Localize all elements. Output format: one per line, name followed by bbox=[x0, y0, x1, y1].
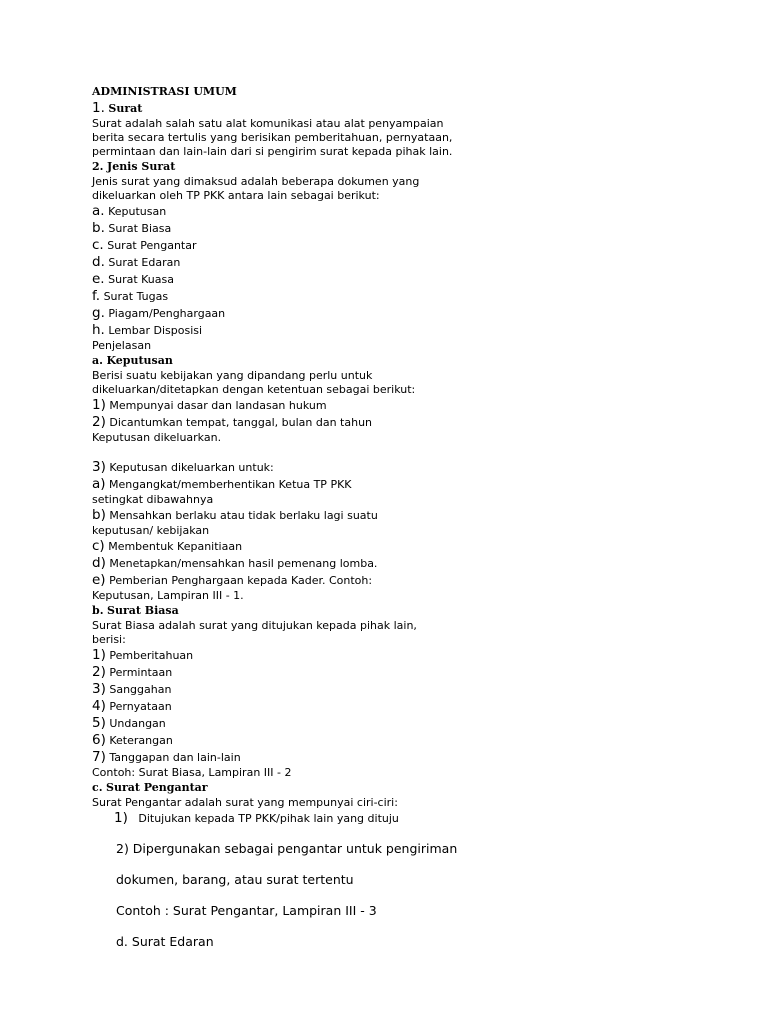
list-item bbox=[92, 397, 752, 414]
list-text: Permintaan bbox=[109, 666, 173, 679]
list-text: Menetapkan/mensahkan hasil pemenang lomba. bbox=[109, 557, 378, 570]
list-text: Keputusan dikeluarkan untuk: bbox=[109, 461, 274, 474]
section-title: Keputusan bbox=[106, 354, 173, 367]
paragraph-line: berisi: bbox=[92, 633, 126, 646]
list-item bbox=[92, 664, 752, 681]
list-marker: a. bbox=[92, 203, 105, 219]
document-page bbox=[92, 84, 752, 950]
list-item bbox=[92, 203, 752, 220]
list-text: Surat Edaran bbox=[108, 256, 181, 269]
list-marker: b) bbox=[92, 507, 106, 523]
list-item bbox=[92, 715, 752, 732]
list-marker: g. bbox=[92, 305, 105, 321]
list-marker: b. bbox=[92, 220, 105, 236]
list-marker: e. bbox=[92, 271, 105, 287]
list-marker: 3) bbox=[92, 681, 106, 697]
list-marker: d) bbox=[92, 555, 106, 571]
list-marker: 1) bbox=[92, 397, 106, 413]
list-item bbox=[92, 220, 752, 237]
list-text: Dicantumkan tempat, tanggal, bulan dan tahun bbox=[109, 416, 373, 429]
list-marker: h. bbox=[92, 322, 105, 338]
list-marker: 6) bbox=[92, 732, 106, 748]
list-text: Sanggahan bbox=[109, 683, 172, 696]
list-marker: d. bbox=[92, 254, 105, 270]
list-text: Mempunyai dasar dan landasan hukum bbox=[109, 399, 327, 412]
paragraph-line: Jenis surat yang dimaksud adalah beberapa dokumen yang bbox=[92, 175, 420, 188]
sub-list-item bbox=[92, 555, 752, 572]
list-marker: 1) bbox=[92, 647, 106, 663]
list-text: Membentuk Kepanitiaan bbox=[108, 540, 243, 553]
section-heading-jenis-surat bbox=[92, 159, 752, 175]
list-text: Pemberian Penghargaan kepada Kader. Contoh: bbox=[109, 574, 373, 587]
list-marker: 5) bbox=[92, 715, 106, 731]
section-heading-keputusan bbox=[92, 353, 752, 369]
list-marker: a) bbox=[92, 476, 106, 492]
paragraph-line: dikeluarkan/ditetapkan dengan ketentuan sebagai berikut: bbox=[92, 383, 416, 396]
list-marker: f. bbox=[92, 288, 101, 304]
section-number: 1. bbox=[92, 100, 105, 116]
list-item bbox=[92, 305, 752, 322]
list-text: Surat Tugas bbox=[103, 290, 169, 303]
list-item bbox=[92, 732, 752, 749]
list-item bbox=[92, 288, 752, 305]
list-text: Pemberitahuan bbox=[109, 649, 194, 662]
paragraph-line: berita secara tertulis yang berisikan pemberitahuan, pernyataan, bbox=[92, 131, 453, 144]
section-title: Surat bbox=[108, 102, 143, 115]
section-letter: c. bbox=[92, 781, 103, 794]
contoh-line-large: Contoh : Surat Pengantar, Lampiran III - 3 bbox=[116, 903, 377, 918]
list-text: Pernyataan bbox=[109, 700, 172, 713]
list-marker: 2) bbox=[92, 414, 106, 430]
paragraph-line: dikeluarkan oleh TP PKK antara lain sebagai berikut: bbox=[92, 189, 380, 202]
list-item bbox=[92, 237, 752, 254]
list-item bbox=[92, 698, 752, 715]
list-marker: 4) bbox=[92, 698, 106, 714]
section-heading-surat-pengantar bbox=[92, 780, 752, 796]
list-item bbox=[92, 681, 752, 698]
paragraph-line: Surat Pengantar adalah surat yang mempunyai ciri-ciri: bbox=[92, 796, 398, 809]
paragraph-line: permintaan dan lain-lain dari si pengirim surat kepada pihak lain. bbox=[92, 145, 453, 158]
list-text: Mensahkan berlaku atau tidak berlaku lagi suatu bbox=[109, 509, 378, 522]
list-text: Surat Kuasa bbox=[108, 273, 174, 286]
list-marker: 7) bbox=[92, 749, 106, 765]
section-letter: b. bbox=[92, 604, 104, 617]
list-item bbox=[92, 749, 752, 766]
list-item bbox=[92, 459, 752, 476]
section-title: Surat Biasa bbox=[107, 604, 179, 617]
section-title: Jenis Surat bbox=[106, 160, 176, 173]
list-text: Ditujukan kepada TP PKK/pihak lain yang dituju bbox=[138, 812, 399, 825]
sub-list-continuation: keputusan/ kebijakan bbox=[92, 524, 210, 537]
contoh-line: Contoh: Surat Biasa, Lampiran III - 2 bbox=[92, 766, 292, 779]
list-marker: e) bbox=[92, 572, 106, 588]
list-item-continuation-large: dokumen, barang, atau surat tertentu bbox=[116, 872, 354, 887]
penjelasan-label: Penjelasan bbox=[92, 339, 152, 352]
section-letter: a. bbox=[92, 354, 103, 367]
list-item bbox=[92, 254, 752, 271]
list-text: Lembar Disposisi bbox=[108, 324, 203, 337]
section-heading-surat bbox=[92, 100, 752, 117]
list-marker: c. bbox=[92, 237, 104, 253]
sub-list-continuation: setingkat dibawahnya bbox=[92, 493, 214, 506]
list-item bbox=[92, 810, 752, 827]
list-marker: 2) bbox=[92, 664, 106, 680]
list-text: Surat Pengantar bbox=[107, 239, 197, 252]
list-text: Keterangan bbox=[109, 734, 173, 747]
list-item bbox=[92, 647, 752, 664]
section-number: 2. bbox=[92, 160, 104, 173]
paragraph-line: Berisi suatu kebijakan yang dipandang perlu untuk bbox=[92, 369, 373, 382]
list-item-continuation: Keputusan dikeluarkan. bbox=[92, 431, 222, 444]
list-item bbox=[92, 271, 752, 288]
sub-list-item bbox=[92, 507, 752, 524]
list-text: Piagam/Penghargaan bbox=[108, 307, 226, 320]
section-title: Surat Pengantar bbox=[106, 781, 208, 794]
list-text: Mengangkat/memberhentikan Ketua TP PKK bbox=[109, 478, 352, 491]
list-text: Undangan bbox=[109, 717, 166, 730]
list-item bbox=[92, 414, 752, 431]
section-heading-surat-biasa bbox=[92, 603, 752, 619]
sub-list-item bbox=[92, 572, 752, 589]
list-marker: c) bbox=[92, 538, 105, 554]
list-marker: 3) bbox=[92, 459, 106, 475]
list-item-large: 2) Dipergunakan sebagai pengantar untuk pengiriman bbox=[116, 841, 458, 856]
list-item bbox=[92, 322, 752, 339]
list-text: Surat Biasa bbox=[108, 222, 172, 235]
sub-list-continuation: Keputusan, Lampiran III - 1. bbox=[92, 589, 244, 602]
list-text: Tanggapan dan lain-lain bbox=[109, 751, 241, 764]
section-heading-surat-edaran: d. Surat Edaran bbox=[116, 934, 214, 949]
list-text: Keputusan bbox=[108, 205, 167, 218]
paragraph-line: Surat adalah salah satu alat komunikasi atau alat penyampaian bbox=[92, 117, 444, 130]
document-title: ADMINISTRASI UMUM bbox=[92, 85, 237, 98]
list-marker: 1) bbox=[114, 810, 128, 826]
sub-list-item bbox=[92, 538, 752, 555]
sub-list-item bbox=[92, 476, 752, 493]
paragraph-line: Surat Biasa adalah surat yang ditujukan kepada pihak lain, bbox=[92, 619, 417, 632]
